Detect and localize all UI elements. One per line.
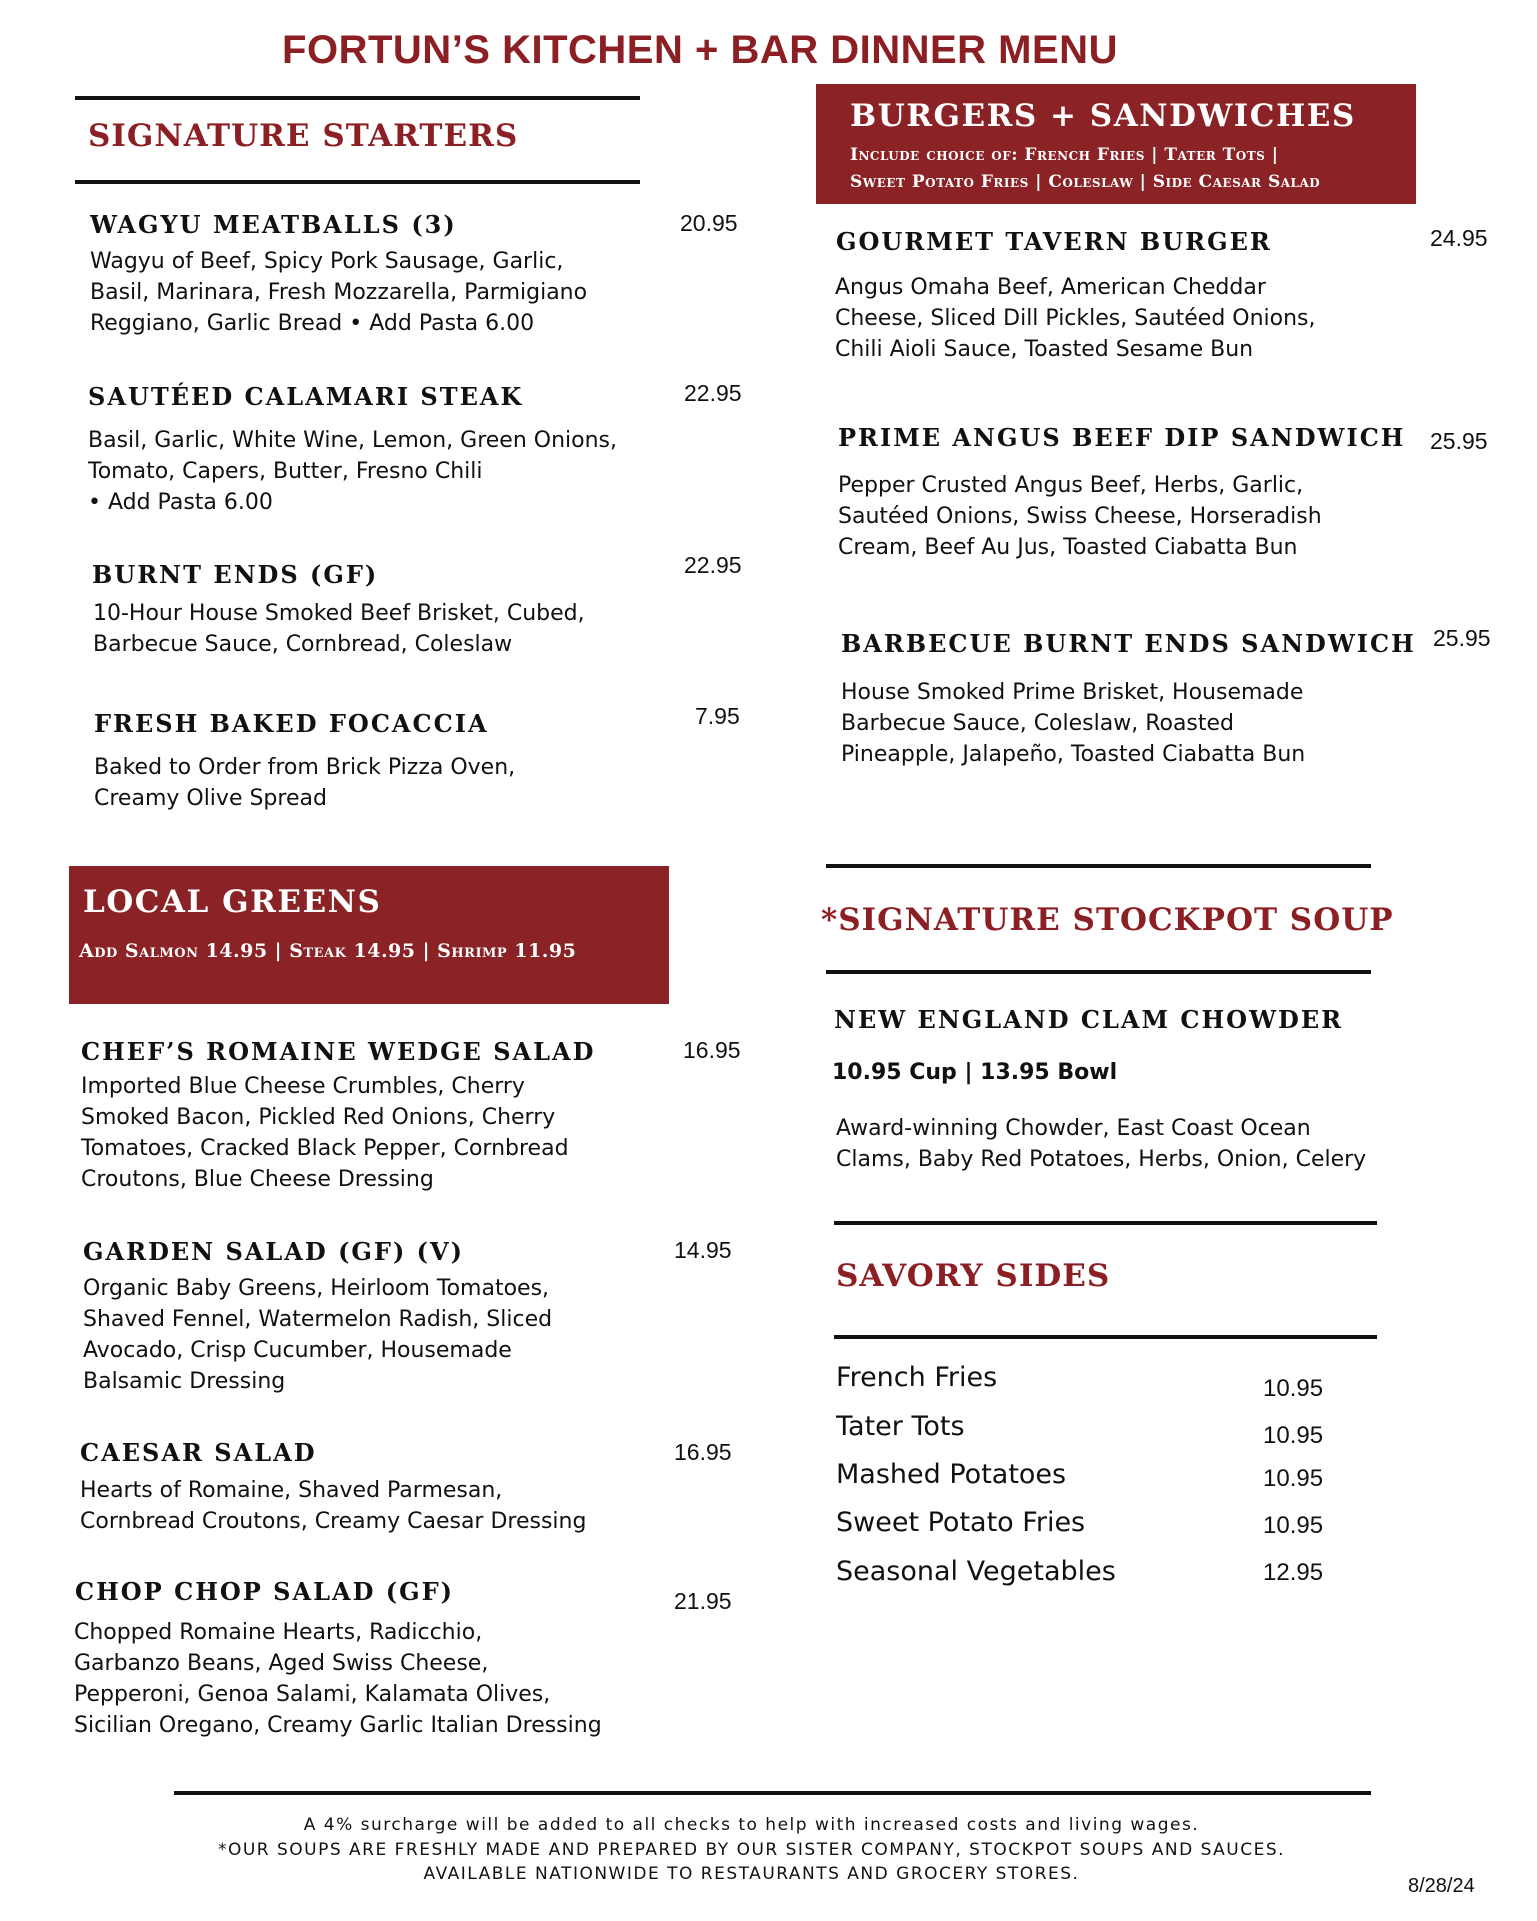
- divider: [834, 1335, 1377, 1339]
- divider: [75, 180, 640, 184]
- soup-price: 10.95 Cup | 13.95 Bowl: [832, 1060, 1118, 1085]
- side-name: Seasonal Vegetables: [836, 1556, 1116, 1587]
- item-price: 7.95: [695, 703, 740, 729]
- item-price: 21.95: [674, 1588, 732, 1614]
- divider: [834, 1221, 1377, 1225]
- burgers-includes-line1: Include choice of: French Fries | Tater Tots |: [850, 145, 1279, 165]
- menu-date: 8/28/24: [1408, 1875, 1475, 1897]
- item-price: 25.95: [1430, 428, 1488, 454]
- item-name: CHOP CHOP SALAD (GF): [75, 1577, 455, 1606]
- item-price: 25.95: [1433, 625, 1491, 651]
- item-description: Chopped Romaine Hearts, Radicchio, Garbanzo Beans, Aged Swiss Cheese, Pepperoni, Genoa Salami, Kalamata Olives, Sicilian Oregano, Creamy Garlic Italian Dressing: [74, 1620, 602, 1738]
- item-description: Basil, Garlic, White Wine, Lemon, Green Onions, Tomato, Capers, Butter, Fresno Chili • Add Pasta 6.00: [88, 428, 618, 515]
- side-name: French Fries: [836, 1362, 998, 1393]
- burgers-heading: BURGERS + SANDWICHES: [850, 98, 1356, 134]
- item-description: Angus Omaha Beef, American Cheddar Cheese, Sliced Dill Pickles, Sautéed Onions, Chili Aioli Sauce, Toasted Sesame Bun: [835, 275, 1316, 362]
- item-price: 20.95: [680, 210, 738, 236]
- greens-header-box: [69, 866, 669, 1004]
- burgers-includes-line2: Sweet Potato Fries | Coleslaw | Side Caesar Salad: [850, 172, 1321, 192]
- item-name: BURNT ENDS (GF): [92, 560, 379, 589]
- item-description: Hearts of Romaine, Shaved Parmesan, Cornbread Croutons, Creamy Caesar Dressing: [80, 1478, 587, 1534]
- item-description: Award-winning Chowder, East Coast Ocean Clams, Baby Red Potatoes, Herbs, Onion, Celery: [836, 1116, 1367, 1172]
- divider: [174, 1791, 1371, 1795]
- sides-heading: SAVORY SIDES: [836, 1258, 1111, 1294]
- availability-note: AVAILABLE NATIONWIDE TO RESTAURANTS AND GROCERY STORES.: [423, 1864, 1080, 1884]
- greens-heading: LOCAL GREENS: [83, 884, 382, 920]
- item-price: 14.95: [674, 1237, 732, 1263]
- item-description: Baked to Order from Brick Pizza Oven, Creamy Olive Spread: [94, 755, 516, 811]
- item-price: 16.95: [674, 1439, 732, 1465]
- side-name: Tater Tots: [836, 1411, 965, 1442]
- item-description: Imported Blue Cheese Crumbles, Cherry Smoked Bacon, Pickled Red Onions, Cherry Tomatoes, Cracked Black Pepper, Cornbread Croutons, Blue Cheese Dressing: [81, 1074, 569, 1192]
- soup-heading: *SIGNATURE STOCKPOT SOUP: [821, 902, 1394, 938]
- item-name: GOURMET TAVERN BURGER: [836, 227, 1272, 256]
- side-price: 10.95: [1263, 1512, 1324, 1539]
- item-name: SAUTÉED CALAMARI STEAK: [88, 382, 524, 411]
- item-description: Wagyu of Beef, Spicy Pork Sausage, Garlic, Basil, Marinara, Fresh Mozzarella, Parmigiano Reggiano, Garlic Bread • Add Pasta 6.00: [90, 249, 588, 336]
- item-price: 22.95: [684, 380, 742, 406]
- side-price: 10.95: [1263, 1422, 1324, 1449]
- divider: [826, 970, 1371, 974]
- divider: [826, 864, 1371, 868]
- item-price: 16.95: [683, 1037, 741, 1063]
- menu-title: FORTUN’S KITCHEN + BAR DINNER MENU: [282, 28, 1118, 72]
- item-name: CAESAR SALAD: [80, 1438, 317, 1467]
- item-name: PRIME ANGUS BEEF DIP SANDWICH: [838, 423, 1406, 452]
- side-price: 10.95: [1263, 1465, 1324, 1492]
- side-name: Sweet Potato Fries: [836, 1507, 1086, 1538]
- item-name: GARDEN SALAD (GF) (V): [83, 1237, 465, 1266]
- soup-source-note: *OUR SOUPS ARE FRESHLY MADE AND PREPARED BY OUR SISTER COMPANY, STOCKPOT SOUPS AND SAUCES.: [217, 1840, 1286, 1860]
- surcharge-note: A 4% surcharge will be added to all checks to help with increased costs and living wages.: [303, 1815, 1200, 1835]
- item-price: 24.95: [1430, 225, 1488, 251]
- side-price: 12.95: [1263, 1559, 1324, 1586]
- side-price: 10.95: [1263, 1375, 1324, 1402]
- item-description: House Smoked Prime Brisket, Housemade Barbecue Sauce, Coleslaw, Roasted Pineapple, Jalapeño, Toasted Ciabatta Bun: [841, 680, 1306, 767]
- side-name: Mashed Potatoes: [836, 1459, 1067, 1490]
- item-name: CHEF’S ROMAINE WEDGE SALAD: [81, 1037, 596, 1066]
- item-description: 10-Hour House Smoked Beef Brisket, Cubed, Barbecue Sauce, Cornbread, Coleslaw: [93, 601, 585, 657]
- item-name: WAGYU MEATBALLS (3): [90, 210, 457, 239]
- burgers-header-box: [816, 84, 1416, 204]
- divider: [75, 96, 640, 100]
- item-name: NEW ENGLAND CLAM CHOWDER: [834, 1005, 1344, 1034]
- item-description: Pepper Crusted Angus Beef, Herbs, Garlic, Sautéed Onions, Swiss Cheese, Horseradish Cream, Beef Au Jus, Toasted Ciabatta Bun: [838, 473, 1322, 560]
- item-description: Organic Baby Greens, Heirloom Tomatoes, Shaved Fennel, Watermelon Radish, Sliced Avocado, Crisp Cucumber, Housemade Balsamic Dressing: [83, 1276, 553, 1394]
- item-name: BARBECUE BURNT ENDS SANDWICH: [841, 629, 1416, 658]
- greens-add-ons: Add Salmon 14.95 | Steak 14.95 | Shrimp 11.95: [79, 940, 577, 962]
- item-name: FRESH BAKED FOCACCIA: [94, 709, 489, 738]
- starters-heading: SIGNATURE STARTERS: [88, 118, 519, 154]
- item-price: 22.95: [684, 552, 742, 578]
